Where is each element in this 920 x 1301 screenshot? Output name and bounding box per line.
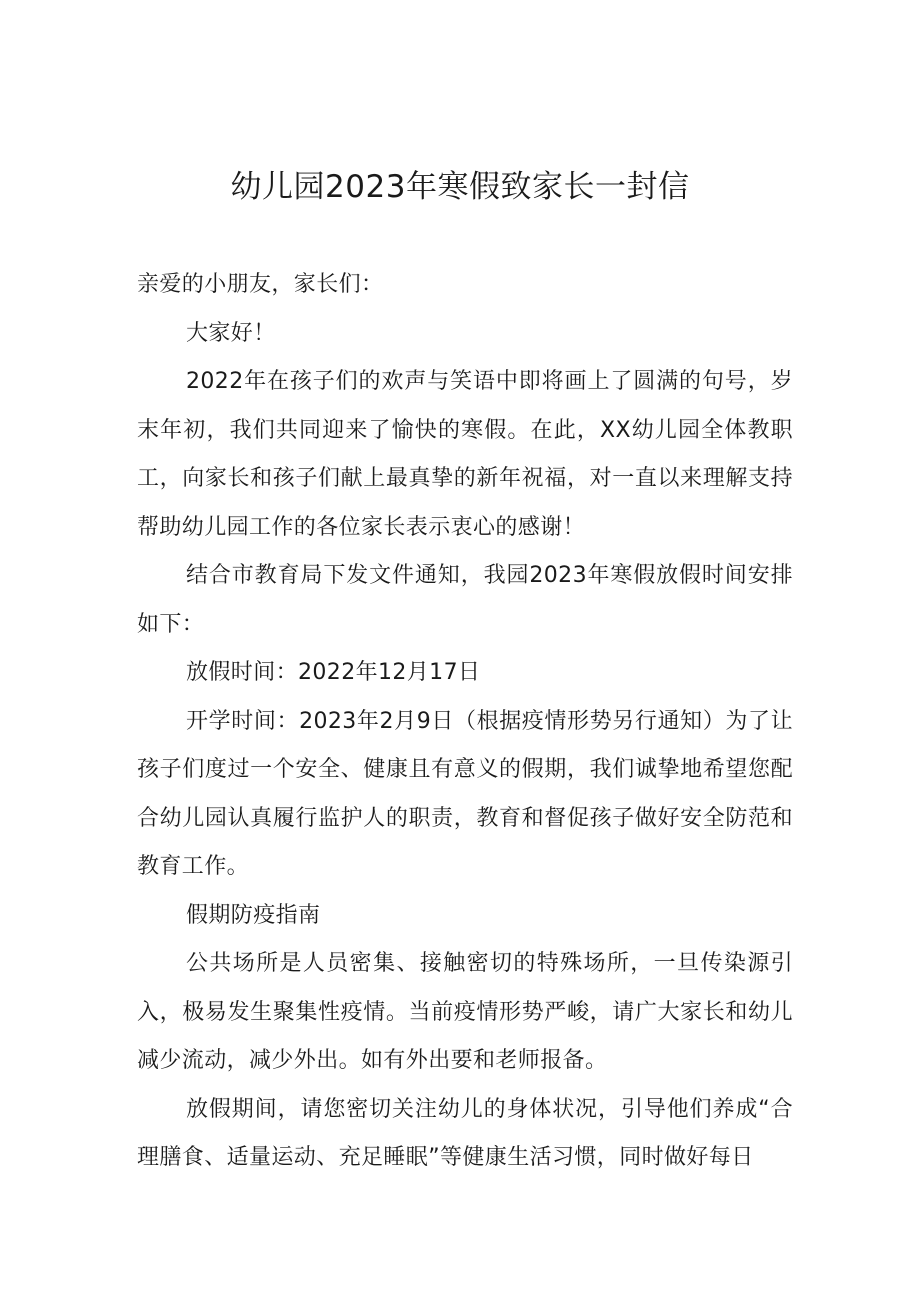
section-heading-epidemic-guide: 假期防疫指南 [186, 902, 321, 928]
document-title: 幼儿园2023年寒假致家长一封信 [230, 169, 690, 205]
paragraph-new-year-wishes: 2022年在孩子们的欢声与笑语中即将画上了圆满的句号，岁末年初，我们共同迎来了愉快的寒假。在此，XX幼儿园全体教职工，向家长和孩子们献上最真挚的新年祝福，对一直以来理解支持帮助幼儿园工作的各位家长表示衷心的感谢！ [137, 369, 793, 540]
school-start-date: 开学时间：2023年2月9日（根据疫情形势另行通知）为了让孩子们度过一个安全、健康且有意义的假期，我们诚挚地希望您配合幼儿园认真履行监护人的职责，教育和督促孩子做好安全防范和教育工作。 [137, 708, 793, 879]
salutation: 亲爱的小朋友，家长们： [137, 272, 384, 297]
greeting: 大家好！ [186, 320, 276, 346]
paragraph-health-habits: 放假期间，请您密切关注幼儿的身体状况，引导他们养成“合理膳食、适量运动、充足睡眠”等健康生活习惯，同时做好每日 [137, 1096, 793, 1170]
paragraph-public-places: 公共场所是人员密集、接触密切的特殊场所，一旦传染源引入，极易发生聚集性疫情。当前疫情形势严峻，请广大家长和幼儿减少流动，减少外出。如有外出要和老师报备。 [137, 951, 793, 1073]
document-body [137, 261, 793, 1183]
holiday-start-date: 放假时间：2022年12月17日 [186, 660, 481, 685]
paragraph-holiday-arrangement: 结合市教育局下发文件通知，我园2023年寒假放假时间安排如下： [137, 563, 793, 637]
